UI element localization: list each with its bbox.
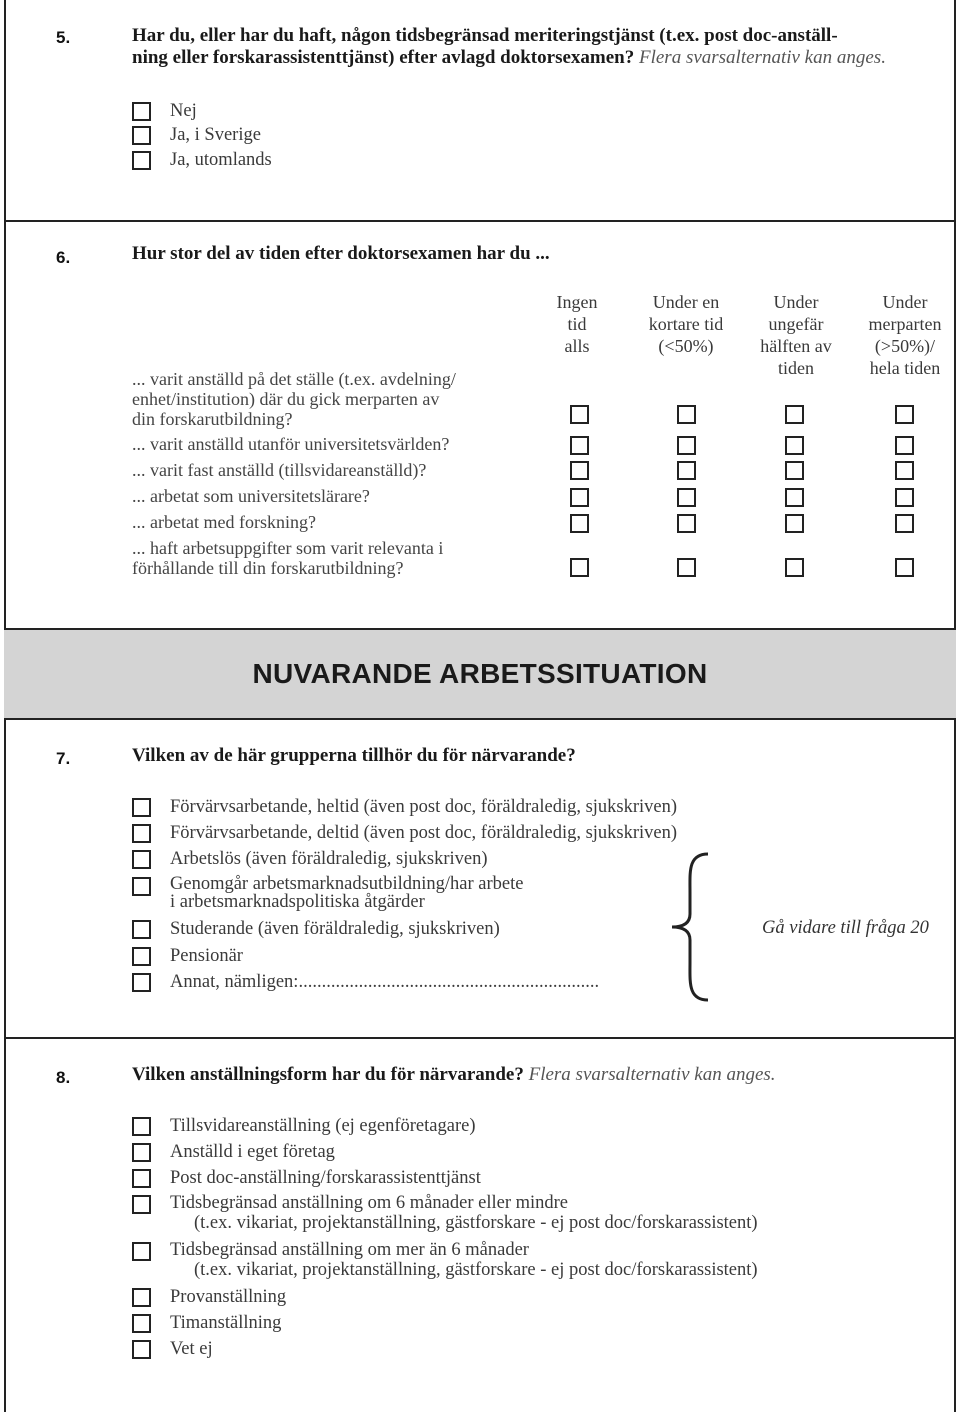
checkbox[interactable]	[132, 973, 151, 992]
column-header	[848, 291, 960, 379]
column-header-line: kortare tid	[648, 314, 724, 334]
option-label	[170, 1240, 758, 1280]
option-label	[170, 875, 523, 911]
option-label: Förvärvsarbetande, heltid (även post doc, föräldraledig, sjukskriven)	[170, 797, 678, 817]
matrix-checkbox[interactable]	[785, 436, 804, 455]
checkbox[interactable]	[132, 1340, 151, 1359]
checkbox[interactable]	[132, 1195, 151, 1214]
column-header-line: Under en	[652, 292, 720, 312]
matrix-checkbox[interactable]	[785, 514, 804, 533]
checkbox[interactable]	[132, 126, 151, 145]
row-label-line: ... varit anställd på det ställe (t.ex. avdelning/	[132, 369, 456, 389]
column-header-line: hälften av	[760, 336, 832, 356]
matrix-checkbox[interactable]	[895, 558, 914, 577]
question-note: Flera svarsalternativ kan anges.	[638, 47, 886, 68]
matrix-checkbox[interactable]	[895, 405, 914, 424]
matrix-checkbox[interactable]	[785, 405, 804, 424]
option-label: Studerande (även föräldraledig, sjukskriven)	[170, 919, 500, 939]
row-label-line: ... haft arbetsuppgifter som varit relevanta i	[132, 538, 444, 558]
option-label: Anställd i eget företag	[170, 1142, 335, 1162]
checkbox[interactable]	[132, 824, 151, 843]
option-label-line: (t.ex. vikariat, projektanställning, gästforskare - ej post doc/forskarassistent)	[194, 1213, 758, 1233]
question-6-text: Hur stor del av tiden efter doktorsexamen har du ...	[132, 243, 550, 264]
question-note: Flera svarsalternativ kan anges.	[528, 1064, 776, 1085]
matrix-checkbox[interactable]	[570, 488, 589, 507]
column-header-line: (>50%)/	[874, 336, 936, 356]
matrix-checkbox[interactable]	[895, 436, 914, 455]
checkbox[interactable]	[132, 850, 151, 869]
option-label	[170, 1193, 758, 1233]
row-label-line: enhet/institution) där du gick merparten av	[132, 389, 440, 409]
option-label: Provanställning	[170, 1287, 287, 1307]
row-label-line: ... arbetat med forskning?	[132, 512, 316, 532]
question-text-line: ning eller forskarassistenttjänst) efter avlagd doktorsexamen?	[132, 47, 635, 68]
row-label-line: ... arbetat som universitetslärare?	[132, 486, 370, 506]
matrix-checkbox[interactable]	[677, 436, 696, 455]
option-label: Tillsvidareanställning (ej egenföretagare)	[170, 1116, 476, 1136]
column-header-line: ungefär	[768, 314, 824, 334]
option-label: Arbetslös (även föräldraledig, sjukskriven)	[170, 849, 488, 869]
section-banner	[4, 628, 956, 720]
matrix-checkbox[interactable]	[785, 461, 804, 480]
matrix-checkbox[interactable]	[895, 461, 914, 480]
matrix-checkbox[interactable]	[785, 488, 804, 507]
question-text-line: Vilken anställningsform har du för närvarande?	[132, 1064, 524, 1085]
matrix-checkbox[interactable]	[677, 558, 696, 577]
option-label: Annat, nämligen:.................................................................	[170, 972, 600, 992]
section-title: NUVARANDE ARBETSSITUATION	[252, 658, 708, 689]
row-label-line: din forskarutbildning?	[132, 409, 293, 429]
matrix-checkbox[interactable]	[677, 461, 696, 480]
option-label-line: (t.ex. vikariat, projektanställning, gästforskare - ej post doc/forskarassistent)	[194, 1260, 758, 1280]
option-label: Post doc-anställning/forskarassistenttjänst	[170, 1168, 481, 1188]
column-header	[626, 291, 746, 357]
option-label: Timanställning	[170, 1313, 282, 1333]
matrix-checkbox[interactable]	[677, 514, 696, 533]
matrix-checkbox[interactable]	[570, 558, 589, 577]
skip-instruction: Gå vidare till fråga 20	[762, 918, 929, 938]
option-label: Ja, utomlands	[170, 150, 272, 170]
question-number: 7.	[56, 749, 71, 768]
matrix-checkbox[interactable]	[570, 405, 589, 424]
checkbox[interactable]	[132, 1117, 151, 1136]
matrix-checkbox[interactable]	[570, 514, 589, 533]
question-7-text: Vilken av de här grupperna tillhör du för närvarande?	[132, 745, 576, 766]
checkbox[interactable]	[132, 1143, 151, 1162]
matrix-checkbox[interactable]	[677, 488, 696, 507]
option-label: Vet ej	[170, 1339, 213, 1359]
question-number: 8.	[56, 1068, 71, 1087]
curly-brace	[668, 852, 712, 1002]
column-header-line: tid	[567, 314, 587, 334]
column-header-line: Ingen	[556, 292, 598, 312]
matrix-checkbox[interactable]	[895, 514, 914, 533]
column-header-line: alls	[564, 336, 590, 356]
matrix-checkbox[interactable]	[570, 436, 589, 455]
matrix-checkbox[interactable]	[785, 558, 804, 577]
matrix-row-label	[132, 369, 456, 429]
matrix-checkbox[interactable]	[570, 461, 589, 480]
column-header-line: Under	[773, 292, 819, 312]
column-header-line: (<50%)	[658, 336, 714, 356]
matrix-row-label	[132, 486, 370, 506]
checkbox[interactable]	[132, 151, 151, 170]
option-label-line: i arbetsmarknadspolitiska åtgärder	[170, 892, 425, 912]
matrix-row-label	[132, 460, 426, 480]
checkbox[interactable]	[132, 947, 151, 966]
checkbox[interactable]	[132, 920, 151, 939]
column-header-line: tiden	[778, 358, 814, 378]
checkbox[interactable]	[132, 1314, 151, 1333]
checkbox[interactable]	[132, 1288, 151, 1307]
matrix-checkbox[interactable]	[677, 405, 696, 424]
question-8-text	[132, 1064, 922, 1086]
column-header-line: Under	[882, 292, 928, 312]
question-number: 5.	[56, 28, 71, 47]
question-text-line: Har du, eller har du haft, någon tidsbegränsad meriteringstjänst (t.ex. post doc-anställ-	[132, 25, 838, 46]
column-header-line: hela tiden	[869, 358, 941, 378]
question-number: 6.	[56, 248, 71, 267]
row-label-line: ... varit fast anställd (tillsvidareanställd)?	[132, 460, 427, 480]
matrix-row-label	[132, 512, 316, 532]
matrix-row-label	[132, 434, 449, 454]
column-header-line: merparten	[868, 314, 942, 334]
question-5-text	[132, 25, 922, 69]
checkbox[interactable]	[132, 877, 151, 896]
option-label: Pensionär	[170, 946, 243, 966]
option-label: Ja, i Sverige	[170, 125, 261, 145]
option-label-line: Genomgår arbetsmarknadsutbildning/har arbete	[170, 874, 524, 894]
row-label-line: ... varit anställd utanför universitetsvärlden?	[132, 434, 450, 454]
option-label-line: Tidsbegränsad anställning om 6 månader eller mindre	[170, 1193, 569, 1213]
checkbox[interactable]	[132, 102, 151, 121]
checkbox[interactable]	[132, 798, 151, 817]
option-label: Nej	[170, 101, 197, 121]
question-text-line	[132, 47, 922, 69]
option-label: Förvärvsarbetande, deltid (även post doc, föräldraledig, sjukskriven)	[170, 823, 678, 843]
option-label-line: Tidsbegränsad anställning om mer än 6 månader	[170, 1240, 529, 1260]
matrix-checkbox[interactable]	[895, 488, 914, 507]
checkbox[interactable]	[132, 1169, 151, 1188]
column-header	[532, 291, 622, 357]
column-header	[744, 291, 848, 379]
checkbox[interactable]	[132, 1242, 151, 1261]
matrix-row-label	[132, 538, 443, 578]
row-label-line: förhållande till din forskarutbildning?	[132, 558, 404, 578]
